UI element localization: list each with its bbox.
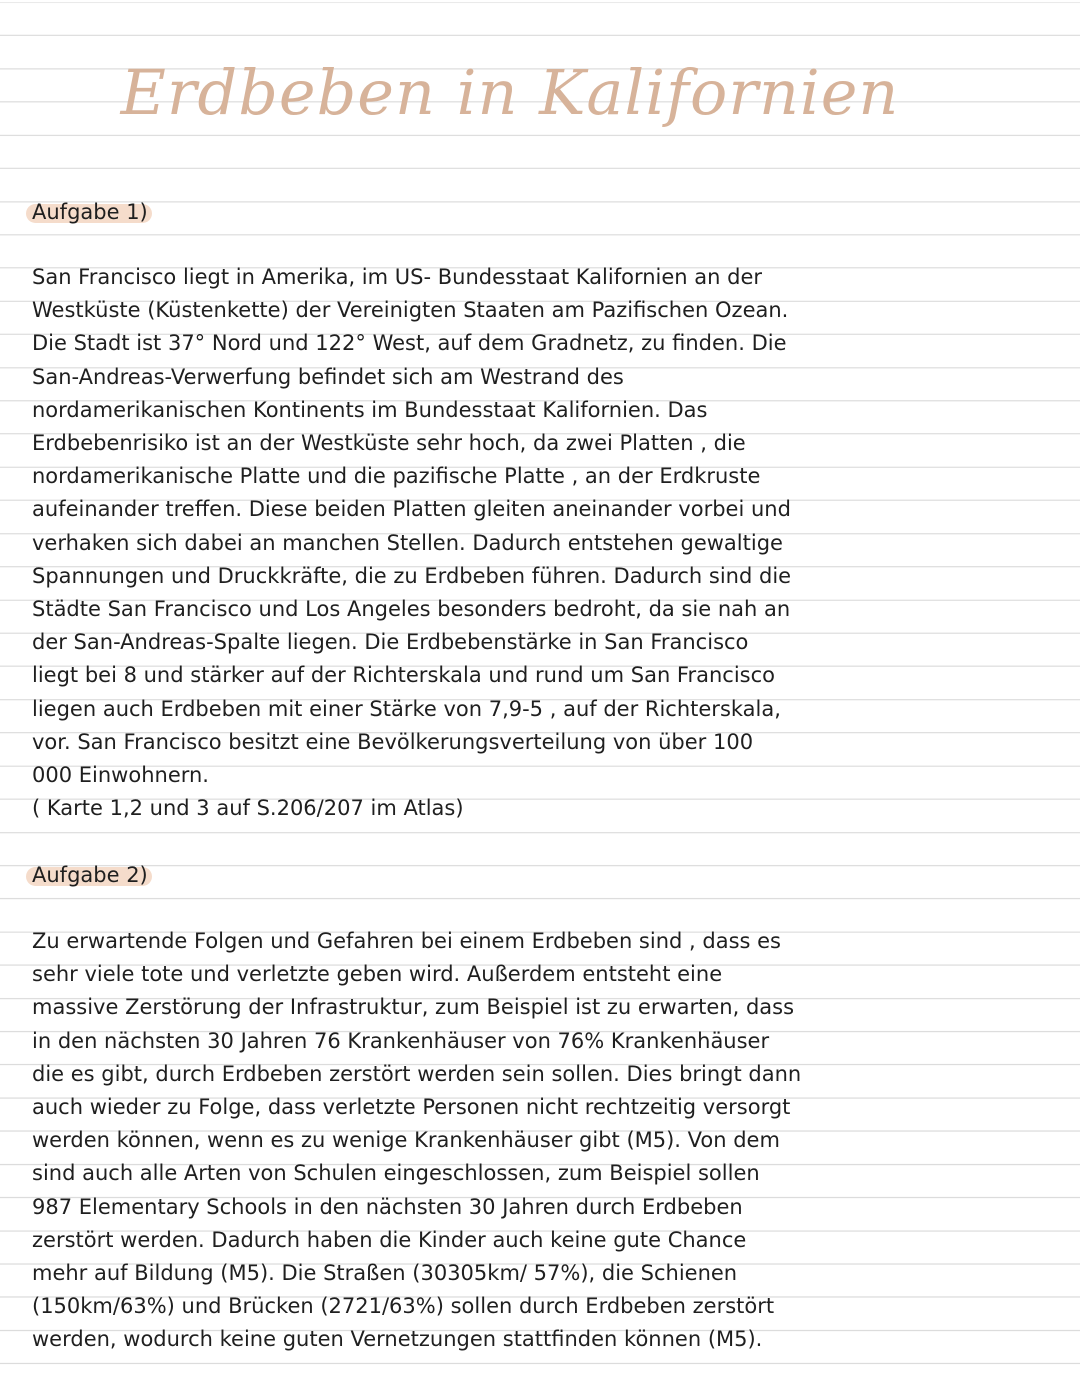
paragraph-line: werden, wodurch keine guten Vernetzungen stattfinden können (M5). [32, 1327, 763, 1352]
paragraph-line: Westküste (Küstenkette) der Vereinigten Staaten am Pazifischen Ozean. [32, 298, 789, 323]
paragraph-line: Erdbebenrisiko ist an der Westküste sehr hoch, da zwei Platten , die [32, 431, 746, 456]
paragraph-line: auch wieder zu Folge, dass verletzte Personen nicht rechtzeitig versorgt [32, 1095, 791, 1120]
paragraph-line: mehr auf Bildung (M5). Die Straßen (30305km/ 57%), die Schienen [32, 1261, 738, 1286]
paragraph-line: sehr viele tote und verletzte geben wird. Außerdem entsteht eine [32, 962, 723, 987]
paragraph-line: nordamerikanischen Kontinents im Bundesstaat Kalifornien. Das [32, 397, 708, 422]
paragraph-line: Städte San Francisco und Los Angeles besonders bedroht, da sie nah an [32, 597, 791, 622]
paragraph-line: der San-Andreas-Spalte liegen. Die Erdbebenstärke in San Francisco [32, 630, 749, 655]
paragraph-line: 987 Elementary Schools in den nächsten 30 Jahren durch Erdbeben [32, 1194, 743, 1219]
section-2-paragraph [32, 925, 847, 1357]
paragraph-line: zerstört werden. Dadurch haben die Kinder auch keine gute Chance [32, 1227, 747, 1252]
paragraph-line: (150km/63%) und Brücken (2721/63%) sollen durch Erdbeben zerstört [32, 1294, 775, 1319]
paragraph-line: die es gibt, durch Erdbeben zerstört werden sein sollen. Dies bringt dann [32, 1061, 802, 1086]
paragraph-line: vor. San Francisco besitzt eine Bevölkerungsverteilung von über 100 [32, 729, 754, 754]
section-1-paragraph [32, 261, 847, 825]
section-1-heading: Aufgabe 1) [32, 196, 148, 229]
paragraph-line: sind auch alle Arten von Schulen eingeschlossen, zum Beispiel sollen [32, 1161, 760, 1186]
paragraph-line: San Francisco liegt in Amerika, im US- Bundesstaat Kalifornien an der [32, 265, 762, 289]
paragraph-line: San-Andreas-Verwerfung befindet sich am Westrand des [32, 364, 624, 389]
paragraph-line: Die Stadt ist 37° Nord und 122° West, auf dem Gradnetz, zu finden. Die [32, 331, 787, 356]
paragraph-line: liegen auch Erdbeben mit einer Stärke von 7,9-5 , auf der Richterskala, [32, 696, 781, 721]
paragraph-line: werden können, wenn es zu wenige Krankenhäuser gibt (M5). Von dem [32, 1128, 780, 1153]
paragraph-line: aufeinander treffen. Diese beiden Platten gleiten aneinander vorbei und [32, 497, 791, 522]
paragraph-line: massive Zerstörung der Infrastruktur, zum Beispiel ist zu erwarten, dass [32, 995, 795, 1020]
paragraph-line: ( Karte 1,2 und 3 auf S.206/207 im Atlas) [32, 796, 464, 821]
paragraph-line: Spannungen und Druckkräfte, die zu Erdbeben führen. Dadurch sind die [32, 563, 792, 588]
paragraph-line: in den nächsten 30 Jahren 76 Krankenhäuser von 76% Krankenhäuser [32, 1028, 770, 1053]
paragraph-line: verhaken sich dabei an manchen Stellen. Dadurch entstehen gewaltige [32, 530, 783, 555]
page-title: Erdbeben in Kalifornien [120, 56, 900, 129]
section-2-heading: Aufgabe 2) [32, 859, 148, 892]
paragraph-line: Zu erwartende Folgen und Gefahren bei einem Erdbeben sind , dass es [32, 929, 781, 953]
paragraph-line: nordamerikanische Platte und die pazifische Platte , an der Erdkruste [32, 464, 761, 489]
paragraph-line: 000 Einwohnern. [32, 763, 209, 788]
paragraph-line: liegt bei 8 und stärker auf der Richterskala und rund um San Francisco [32, 663, 776, 688]
